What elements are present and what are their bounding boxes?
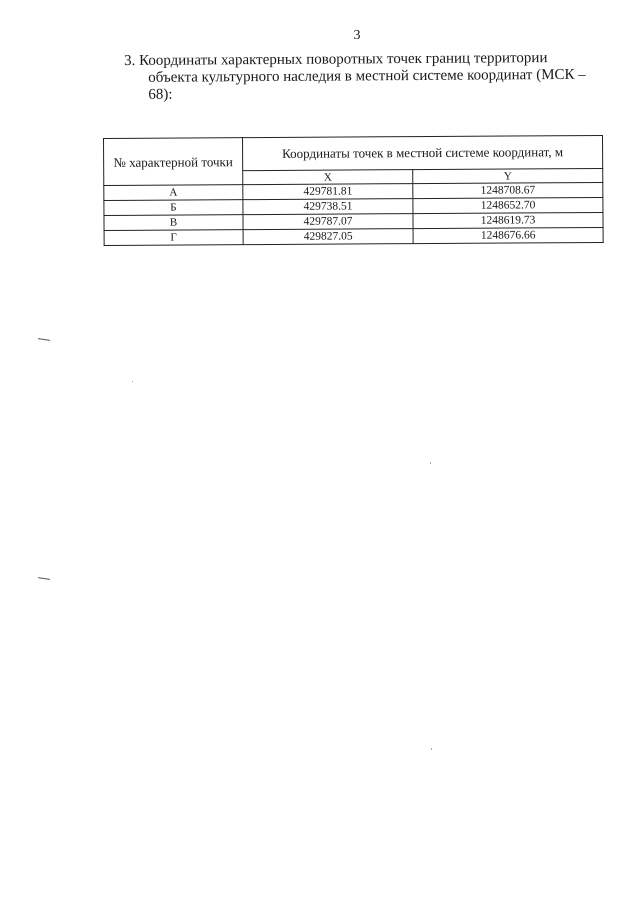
section-heading-continuation: объекта культурного наследия в местной системе координат (МСК – 68): [148,66,586,103]
header-coordinates: Координаты точек в местной системе координат, м [243,135,603,170]
point-y: 1248708.67 [413,182,603,198]
scan-mark [38,577,50,580]
point-name: А [104,185,243,201]
point-y: 1248676.66 [413,227,603,243]
scan-dot [431,748,432,750]
point-x: 429787.07 [243,214,413,230]
point-y: 1248652.70 [413,197,603,213]
section-heading-line1: Координаты характерных поворотных точек границ территории [138,50,548,69]
section-heading [124,50,610,104]
point-name: Г [104,230,243,246]
page-number: 3 [353,28,361,43]
scan-dot [132,381,133,382]
point-x: 429738.51 [243,199,413,215]
section-number: 3. [124,52,136,69]
scan-dot [430,462,431,464]
scan-mark [38,338,50,341]
table-row [104,227,603,245]
coordinates-table [103,135,604,246]
point-name: В [104,215,243,231]
point-x: 429827.05 [243,229,413,245]
header-y: Y [413,168,603,183]
point-x: 429781.81 [243,184,413,200]
header-point-name: № характерной точки [104,138,243,186]
header-x: X [243,170,413,185]
point-y: 1248619.73 [413,212,603,228]
point-name: Б [104,200,243,216]
table-header-row [104,135,603,171]
